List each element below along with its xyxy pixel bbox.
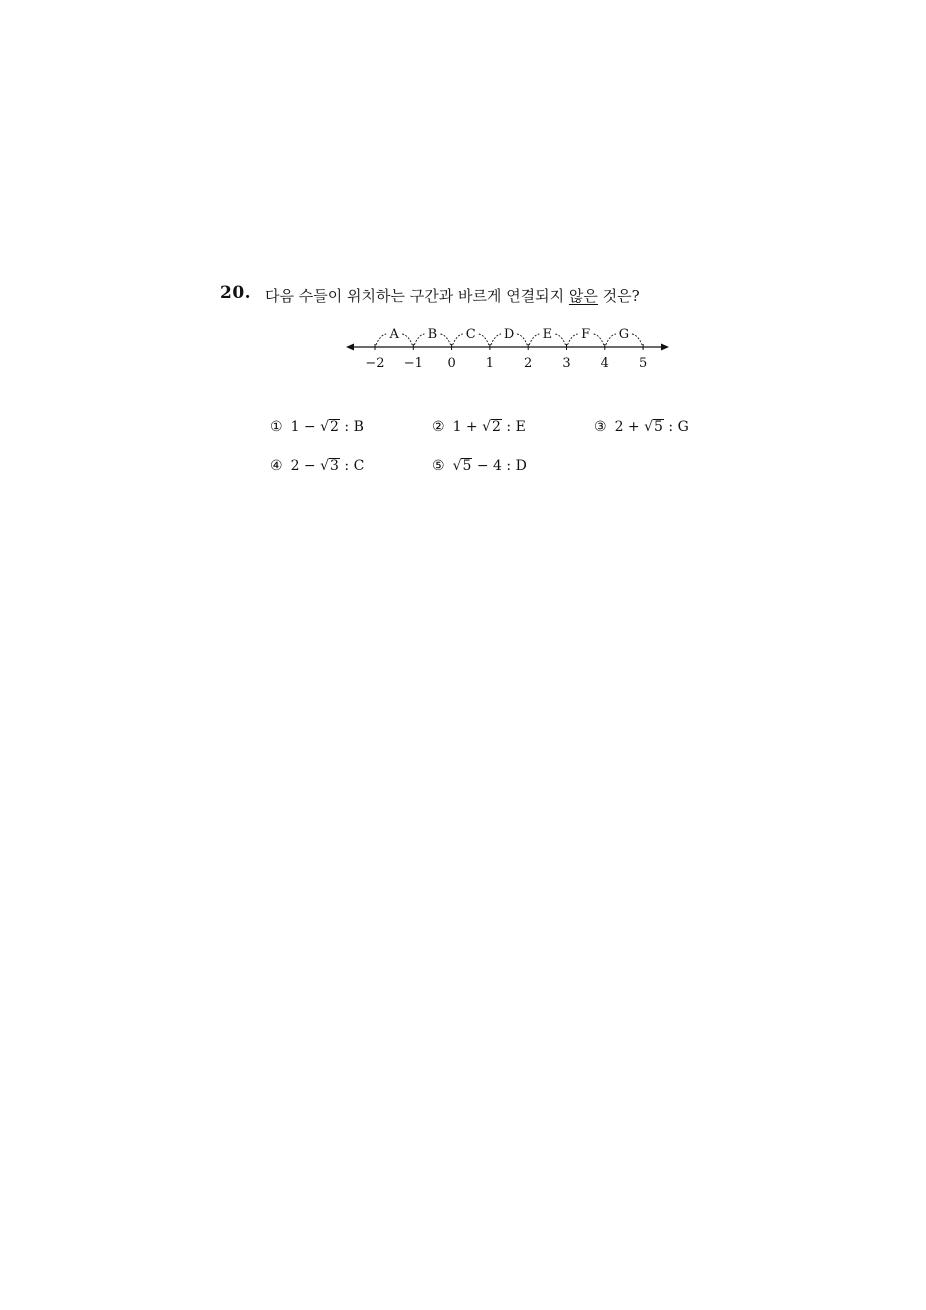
number-line-tick-label: 4 — [600, 356, 609, 371]
interval-label: E — [542, 327, 553, 342]
problem-number: 20. — [220, 283, 252, 303]
choice-mark: ④ — [270, 458, 283, 474]
sqrt-symbol: √ — [320, 458, 330, 474]
number-line-tick-label: −2 — [365, 356, 385, 371]
number-line-tick-label: −1 — [403, 356, 423, 371]
left-arrow-icon — [346, 344, 354, 351]
sqrt-radicand: 5 — [462, 458, 472, 474]
interval-arc-left — [414, 334, 424, 345]
interval-label: C — [465, 327, 476, 342]
choice-mark: ⑤ — [432, 458, 445, 474]
choice-expression-pre: 2 − — [290, 458, 321, 474]
choice-expression-pre: 1 − — [290, 419, 321, 435]
interval-label: B — [427, 327, 438, 342]
choice-expression-post: − 4 — [472, 458, 502, 474]
interval-arc-right — [632, 334, 642, 345]
choice-expression-pre: 1 + — [452, 419, 483, 435]
number-line-tick-label: 5 — [638, 356, 648, 371]
interval-arc-right — [517, 334, 527, 345]
sqrt-symbol: √ — [320, 419, 330, 435]
choice-mark: ② — [432, 419, 445, 435]
choice-5[interactable] — [432, 458, 527, 474]
choice-expression-pre: 2 + — [614, 419, 645, 435]
interval-label: D — [503, 327, 515, 342]
sqrt-radicand: 2 — [492, 419, 501, 435]
choice-1[interactable] — [270, 419, 364, 435]
choice-2[interactable] — [432, 419, 526, 435]
sqrt-radicand: 2 — [330, 419, 339, 435]
choice-3[interactable] — [594, 419, 689, 435]
sqrt-radicand: 3 — [330, 458, 339, 474]
interval-label: G — [618, 327, 630, 342]
choice-label: : C — [339, 458, 365, 474]
choice-label: : B — [339, 419, 364, 435]
number-line-tick-label: 1 — [485, 356, 495, 371]
interval-label: F — [581, 327, 591, 342]
interval-arc-left — [568, 334, 578, 345]
interval-arc-left — [606, 334, 616, 345]
choice-mark: ③ — [594, 419, 607, 435]
choice-4[interactable] — [270, 458, 364, 474]
question-underlined-word: 않은 — [568, 287, 598, 305]
choice-label: : G — [663, 419, 689, 435]
interval-arc-left — [453, 334, 463, 345]
interval-arc-left — [376, 334, 386, 345]
choice-label: : E — [501, 419, 526, 435]
number-line-tick-label: 3 — [562, 356, 571, 371]
sqrt-symbol: √ — [452, 458, 462, 474]
number-line-tick-label: 2 — [524, 356, 533, 371]
choice-label: : D — [501, 458, 527, 474]
interval-arc-right — [555, 334, 565, 345]
interval-arc-right — [440, 334, 450, 345]
interval-arc-right — [594, 334, 604, 345]
interval-label: A — [389, 327, 399, 342]
question-text — [265, 285, 640, 306]
number-line-tick-label: 0 — [447, 356, 456, 371]
interval-arc-right — [402, 334, 412, 345]
question-text-end: 것은? — [597, 287, 640, 305]
sqrt-radicand: 5 — [654, 419, 663, 435]
question-text-part: 다음 수들이 위치하는 구간과 바르게 연결되지 — [265, 287, 569, 305]
interval-arc-left — [491, 334, 501, 345]
sqrt-symbol: √ — [482, 419, 492, 435]
sqrt-symbol: √ — [644, 419, 654, 435]
interval-arc-right — [479, 334, 489, 345]
choice-mark: ① — [270, 419, 283, 435]
number-line-diagram — [340, 318, 675, 378]
interval-arc-left — [529, 334, 539, 345]
right-arrow-icon — [661, 344, 669, 351]
